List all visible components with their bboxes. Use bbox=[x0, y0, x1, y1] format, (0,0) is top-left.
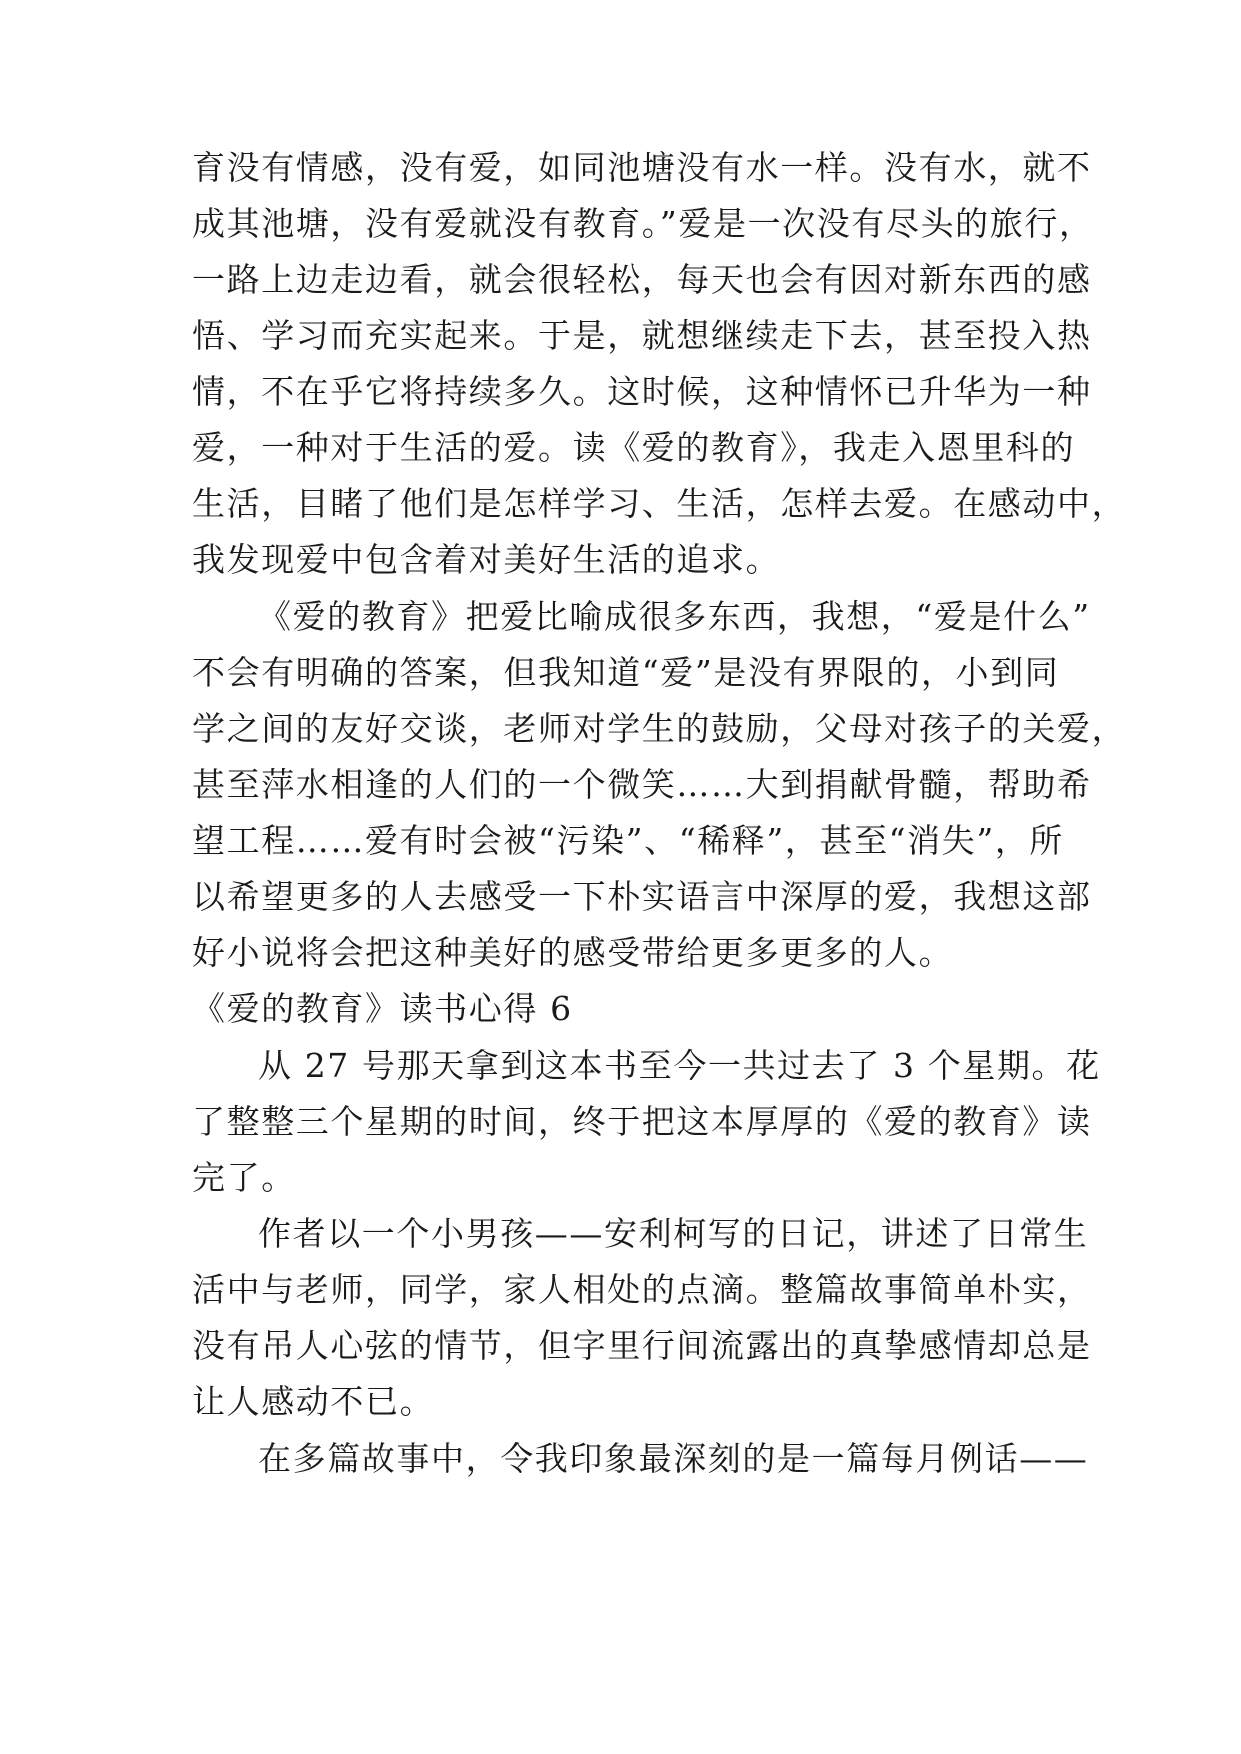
text-line: 情，不在乎它将持续多久。这时候，这种情怀已升华为一种 bbox=[192, 372, 1092, 411]
paragraph-first-line: 《爱的教育》把爱比喻成很多东西，我想，“爱是什么” bbox=[258, 597, 1091, 636]
text-line: 成其池塘，没有爱就没有教育。”爱是一次没有尽头的旅行， bbox=[192, 204, 1094, 243]
text-line: 悟、学习而充实起来。于是，就想继续走下去，甚至投入热 bbox=[192, 316, 1092, 355]
section-heading: 《爱的教育》读书心得 6 bbox=[192, 989, 573, 1028]
paragraph-first-line: 在多篇故事中，令我印象最深刻的是一篇每月例话—— bbox=[258, 1439, 1089, 1478]
text-line: 爱，一种对于生活的爱。读《爱的教育》，我走入恩里科的 bbox=[192, 428, 1076, 467]
text-line: 一路上边走边看，就会很轻松，每天也会有因对新东西的感 bbox=[192, 260, 1092, 299]
paragraph-first-line: 作者以一个小男孩——安利柯写的日记，讲述了日常生 bbox=[258, 1214, 1089, 1253]
text-line: 活中与老师，同学，家人相处的点滴。整篇故事简单朴实， bbox=[192, 1270, 1092, 1309]
text-line: 生活，目睹了他们是怎样学习、生活，怎样去爱。在感动中， bbox=[192, 484, 1127, 523]
text-line: 让人感动不已。 bbox=[192, 1382, 435, 1421]
text-line: 没有吊人心弦的情节，但字里行间流露出的真挚感情却总是 bbox=[192, 1326, 1092, 1365]
text-line: 完了。 bbox=[192, 1158, 296, 1197]
text-line: 以希望更多的人去感受一下朴实语言中深厚的爱，我想这部 bbox=[192, 877, 1092, 916]
text-line: 育没有情感，没有爱，如同池塘没有水一样。没有水，就不 bbox=[192, 148, 1092, 187]
text-line: 望工程……爱有时会被“污染”、“稀释”，甚至“消失”，所 bbox=[192, 821, 1065, 860]
text-line: 甚至萍水相逢的人们的一个微笑……大到捐献骨髓，帮助希 bbox=[192, 765, 1092, 804]
paragraph-first-line: 从 27 号那天拿到这本书至今一共过去了 3 个星期。花 bbox=[258, 1046, 1101, 1085]
text-line: 我发现爱中包含着对美好生活的追求。 bbox=[192, 540, 781, 579]
text-line: 了整整三个星期的时间，终于把这本厚厚的《爱的教育》读 bbox=[192, 1102, 1092, 1141]
text-line: 好小说将会把这种美好的感受带给更多更多的人。 bbox=[192, 933, 954, 972]
text-line: 学之间的友好交谈，老师对学生的鼓励，父母对孩子的关爱， bbox=[192, 709, 1127, 748]
text-line: 不会有明确的答案，但我知道“爱”是没有界限的，小到同 bbox=[192, 653, 1060, 692]
